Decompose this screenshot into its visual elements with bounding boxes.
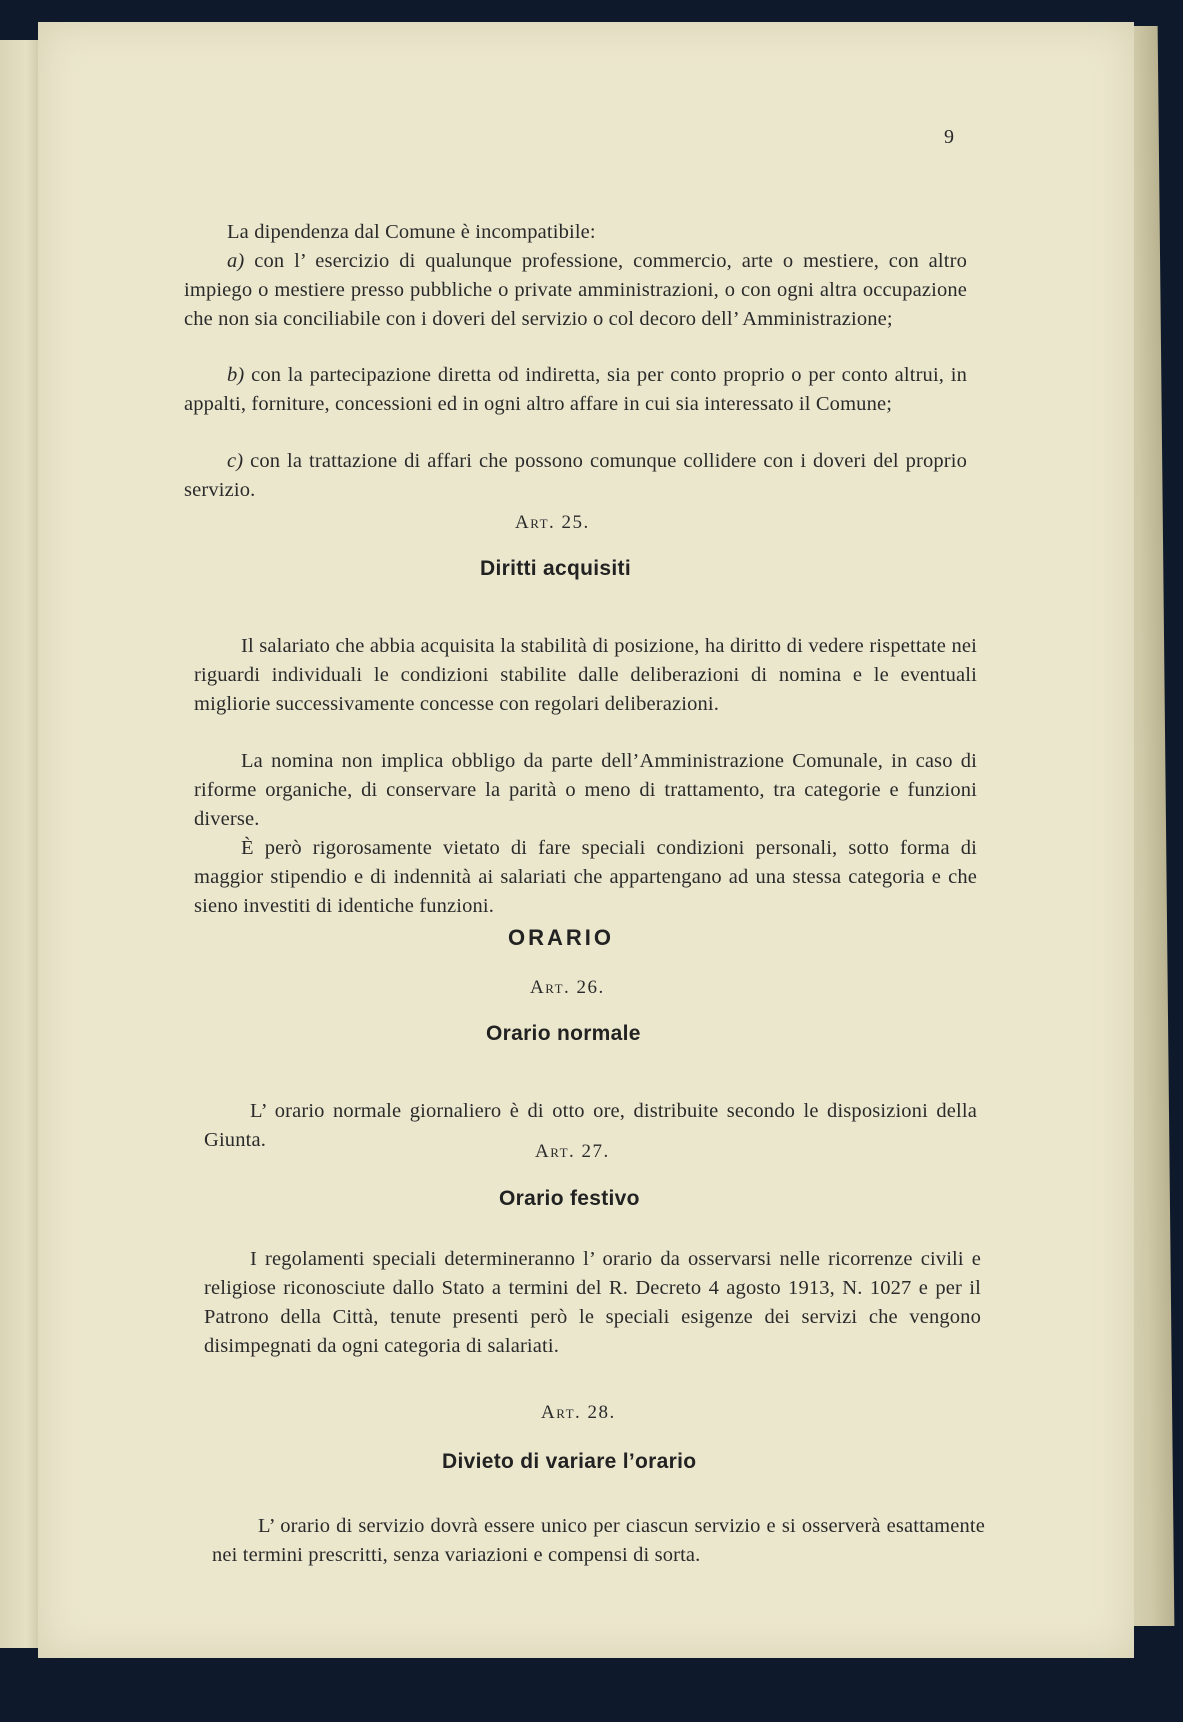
article-25-title: Diritti acquisiti xyxy=(480,557,631,580)
item-b-text: con la partecipazione diretta od indiretta, sia per conto proprio o per conto altrui, in appalti, forniture, concessioni ed in ogni altro affare in cui sia interessato il Comune; xyxy=(184,364,967,415)
article-25-paragraph-1: Il salariato che abbia acquisita la stabilità di posizione, ha diritto di vedere rispettate nei riguardi individuali le condizioni stabilite dalle deliberazioni di nomina e le eventuali migliorie successivamente concesse con regolari deliberazioni. xyxy=(194,635,977,715)
article-27-title: Orario festivo xyxy=(499,1187,640,1210)
book-page xyxy=(38,22,1134,1658)
article-27-paragraph: I regolamenti speciali determineranno l’ orario da osservarsi nelle ricorrenze civili e religiose riconosciute dallo Stato a termini del R. Decreto 4 agosto 1913, N. 1027 e per il Patrono della Città, tenute presenti però le speciali esigenze dei servizi che vengono disimpegnati da ogni categoria di salariati. xyxy=(204,1248,981,1357)
item-c-text: con la trattazione di affari che possono comunque collidere con i doveri del proprio servizio. xyxy=(184,450,967,501)
list-item-b xyxy=(184,361,967,419)
article-25-paragraph-2: La nomina non implica obbligo da parte dell’Amministrazione Comunale, in caso di riforme organiche, di conservare la parità o meno di trattamento, tra categorie e funzioni diverse. xyxy=(194,750,977,830)
item-b-label: b) xyxy=(227,364,245,386)
item-a-label: a) xyxy=(227,250,245,272)
page-number: 9 xyxy=(944,126,954,148)
article-27-label: Art. 27. xyxy=(535,1141,610,1162)
article-28-label: Art. 28. xyxy=(541,1402,616,1423)
list-item-c xyxy=(184,447,967,505)
intro-paragraph: La dipendenza dal Comune è incompatibile: xyxy=(227,221,596,243)
article-25-paragraph-3: È però rigorosamente vietato di fare speciali condizioni personali, sotto forma di maggior stipendio e di indennità ai salariati che appartengano ad una stessa categoria e che sieno investiti di identiche funzioni. xyxy=(194,837,977,917)
article-26-label: Art. 26. xyxy=(530,977,605,998)
section-title: ORARIO xyxy=(508,925,614,950)
item-a-text: con l’ esercizio di qualunque professione, commercio, arte o mestiere, con altro impiego o mestiere presso pubbliche o private amministrazioni, o con ogni altra occupazione che non sia conciliabile con i doveri del servizio o col decoro dell’ Amministrazione; xyxy=(184,250,967,330)
item-c-label: c) xyxy=(227,450,244,472)
article-26-title: Orario normale xyxy=(486,1022,641,1045)
article-28-title: Divieto di variare l’orario xyxy=(442,1450,697,1473)
article-26-paragraph: L’ orario normale giornaliero è di otto ore, distribuite secondo le disposizioni della Giunta. xyxy=(204,1100,977,1151)
list-item-a xyxy=(184,247,967,334)
article-28-paragraph: L’ orario di servizio dovrà essere unico per ciascun servizio e si osserverà esattamente nei termini prescritti, senza variazioni e compensi di sorta. xyxy=(212,1515,985,1566)
article-25-label: Art. 25. xyxy=(515,512,590,533)
